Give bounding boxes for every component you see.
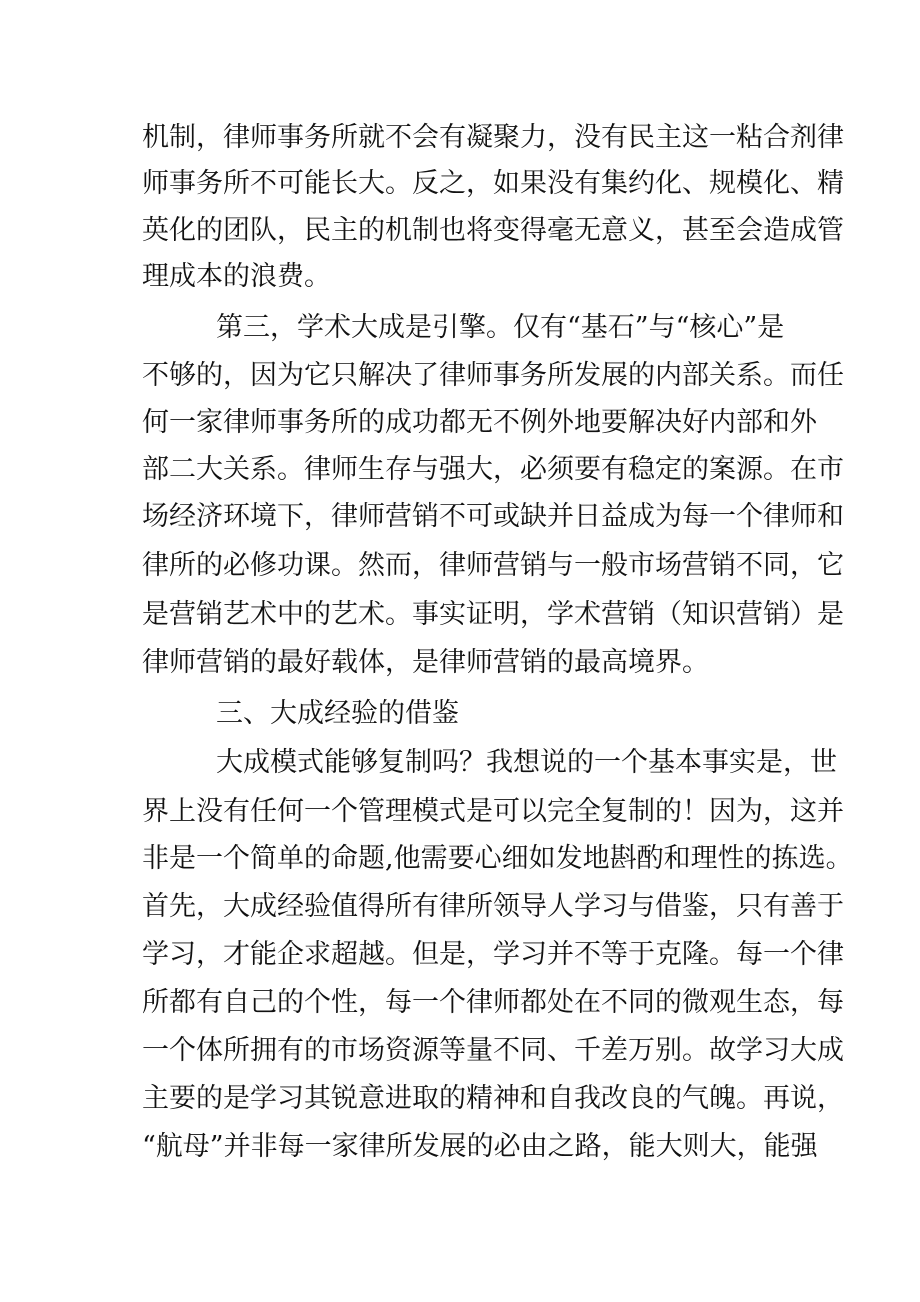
text-line-15: 界上没有任何一个管理模式是可以完全复制的！因为，这并: [142, 796, 844, 827]
text-line-2: 师事务所不可能长大。反之，如果没有集约化、规模化、精: [142, 168, 844, 199]
text-line-12: 律师营销的最好载体，是律师营销的最高境界。: [142, 647, 709, 678]
text-line-9: 场经济环境下，律师营销不可或缺并日益成为每一个律师和: [142, 501, 844, 532]
text-line-1: 机制，律师事务所就不会有凝聚力，没有民主这一粘合剂律: [142, 122, 844, 153]
text-line-14: 大成模式能够复制吗？我想说的一个基本事实是，世: [216, 747, 837, 778]
text-line-4: 理成本的浪费。: [142, 261, 331, 292]
text-line-20: 一个体所拥有的市场资源等量不同、千差万别。故学习大成: [142, 1035, 844, 1066]
text-line-7: 何一家律师事务所的成功都无不例外地要解决好内部和外: [142, 407, 817, 438]
text-line-22: “航母”并非每一家律所发展的必由之路，能大则大，能强: [142, 1131, 818, 1162]
text-line-16: 非是一个简单的命题,他需要心细如发地斟酌和理性的拣选。: [142, 843, 853, 874]
text-line-8: 部二大关系。律师生存与强大，必须要有稳定的案源。在市: [142, 454, 844, 485]
text-line-10: 律所的必修功课。然而，律师营销与一般市场营销不同，它: [142, 550, 844, 581]
text-line-19: 所都有自己的个性，每一个律师都处在不同的微观生态，每: [142, 987, 844, 1018]
text-line-18: 学习，才能企求超越。但是，学习并不等于克隆。每一个律: [142, 939, 844, 970]
text-line-11: 是营销艺术中的艺术。事实证明，学术营销（知识营销）是: [142, 599, 844, 630]
section-heading: 三、大成经验的借鉴: [216, 698, 459, 729]
text-line-5: 第三，学术大成是引擎。仅有“基石”与“核心”是: [216, 312, 785, 343]
text-line-6: 不够的，因为它只解决了律师事务所发展的内部关系。而任: [142, 360, 844, 391]
text-line-17: 首先，大成经验值得所有律所领导人学习与借鉴，只有善于: [142, 891, 844, 922]
text-line-3: 英化的团队，民主的机制也将变得毫无意义，甚至会造成管: [142, 215, 844, 246]
text-line-21: 主要的是学习其锐意进取的精神和自我改良的气魄。再说，: [142, 1083, 844, 1114]
